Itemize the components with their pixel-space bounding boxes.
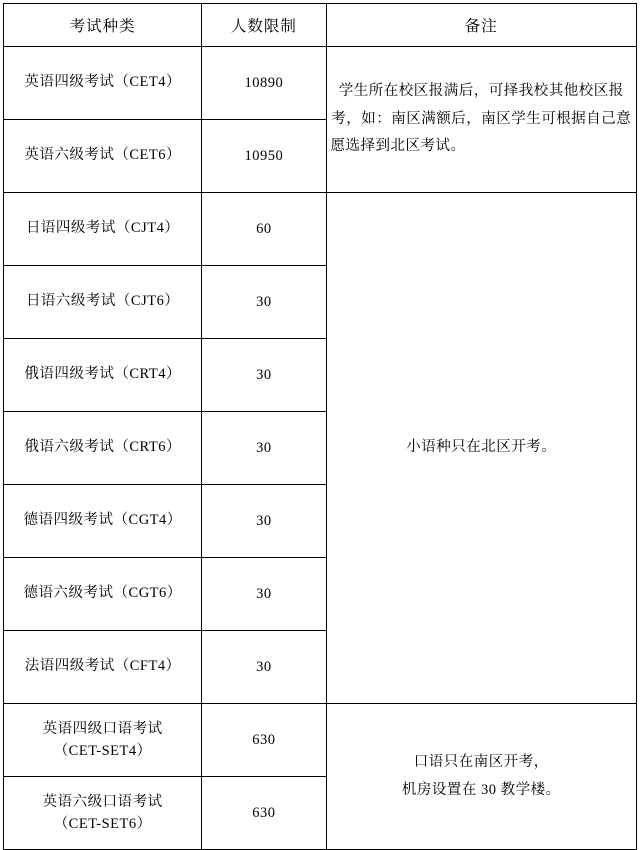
quota-cell: 30 bbox=[202, 412, 326, 485]
quota-cell: 630 bbox=[202, 704, 326, 777]
remark-cell-spoken bbox=[326, 704, 637, 850]
remark-spoken-line1: 口语只在南区开考， bbox=[413, 753, 549, 770]
quota-cell: 30 bbox=[202, 631, 326, 704]
exam-type-cell: 英语四级考试（CET4） bbox=[4, 47, 202, 120]
exam-type-cell: 法语四级考试（CFT4） bbox=[4, 631, 202, 704]
column-header-remark: 备注 bbox=[326, 4, 637, 47]
exam-type-cell: 俄语六级考试（CRT6） bbox=[4, 412, 202, 485]
quota-cell: 30 bbox=[202, 339, 326, 412]
exam-type-cell bbox=[4, 704, 202, 777]
document-page bbox=[0, 3, 640, 832]
remark-spoken-line2: 机房设置在 30 教学楼。 bbox=[401, 781, 561, 798]
quota-cell: 30 bbox=[202, 485, 326, 558]
table-header-row bbox=[4, 4, 637, 47]
exam-type-line1: 英语四级口语考试 bbox=[42, 720, 163, 737]
table-row bbox=[4, 47, 637, 120]
exam-type-cell: 日语六级考试（CJT6） bbox=[4, 266, 202, 339]
table-row bbox=[4, 193, 637, 266]
exam-type-line2: （CET-SET4） bbox=[53, 743, 152, 759]
exam-type-cell: 俄语四级考试（CRT4） bbox=[4, 339, 202, 412]
exam-type-line1: 英语六级口语考试 bbox=[42, 793, 163, 810]
quota-cell: 30 bbox=[202, 266, 326, 339]
exam-type-cell: 德语六级考试（CGT6） bbox=[4, 558, 202, 631]
exam-registration-table bbox=[3, 3, 637, 850]
exam-type-cell bbox=[4, 777, 202, 850]
remark-cell-cet: 学生所在校区报满后，可择我校其他校区报考，如：南区满额后，南区学生可根据自己意愿选择到北区考试。 bbox=[326, 47, 637, 193]
table-row bbox=[4, 704, 637, 777]
quota-cell: 630 bbox=[202, 777, 326, 850]
remark-cell-minor-languages: 小语种只在北区开考。 bbox=[326, 193, 637, 704]
quota-cell: 10890 bbox=[202, 47, 326, 120]
exam-type-cell: 英语六级考试（CET6） bbox=[4, 120, 202, 193]
quota-cell: 60 bbox=[202, 193, 326, 266]
quota-cell: 10950 bbox=[202, 120, 326, 193]
column-header-exam-type: 考试种类 bbox=[4, 4, 202, 47]
column-header-quota: 人数限制 bbox=[202, 4, 326, 47]
quota-cell: 30 bbox=[202, 558, 326, 631]
exam-type-cell: 德语四级考试（CGT4） bbox=[4, 485, 202, 558]
exam-type-line2: （CET-SET6） bbox=[53, 816, 152, 832]
exam-type-cell: 日语四级考试（CJT4） bbox=[4, 193, 202, 266]
